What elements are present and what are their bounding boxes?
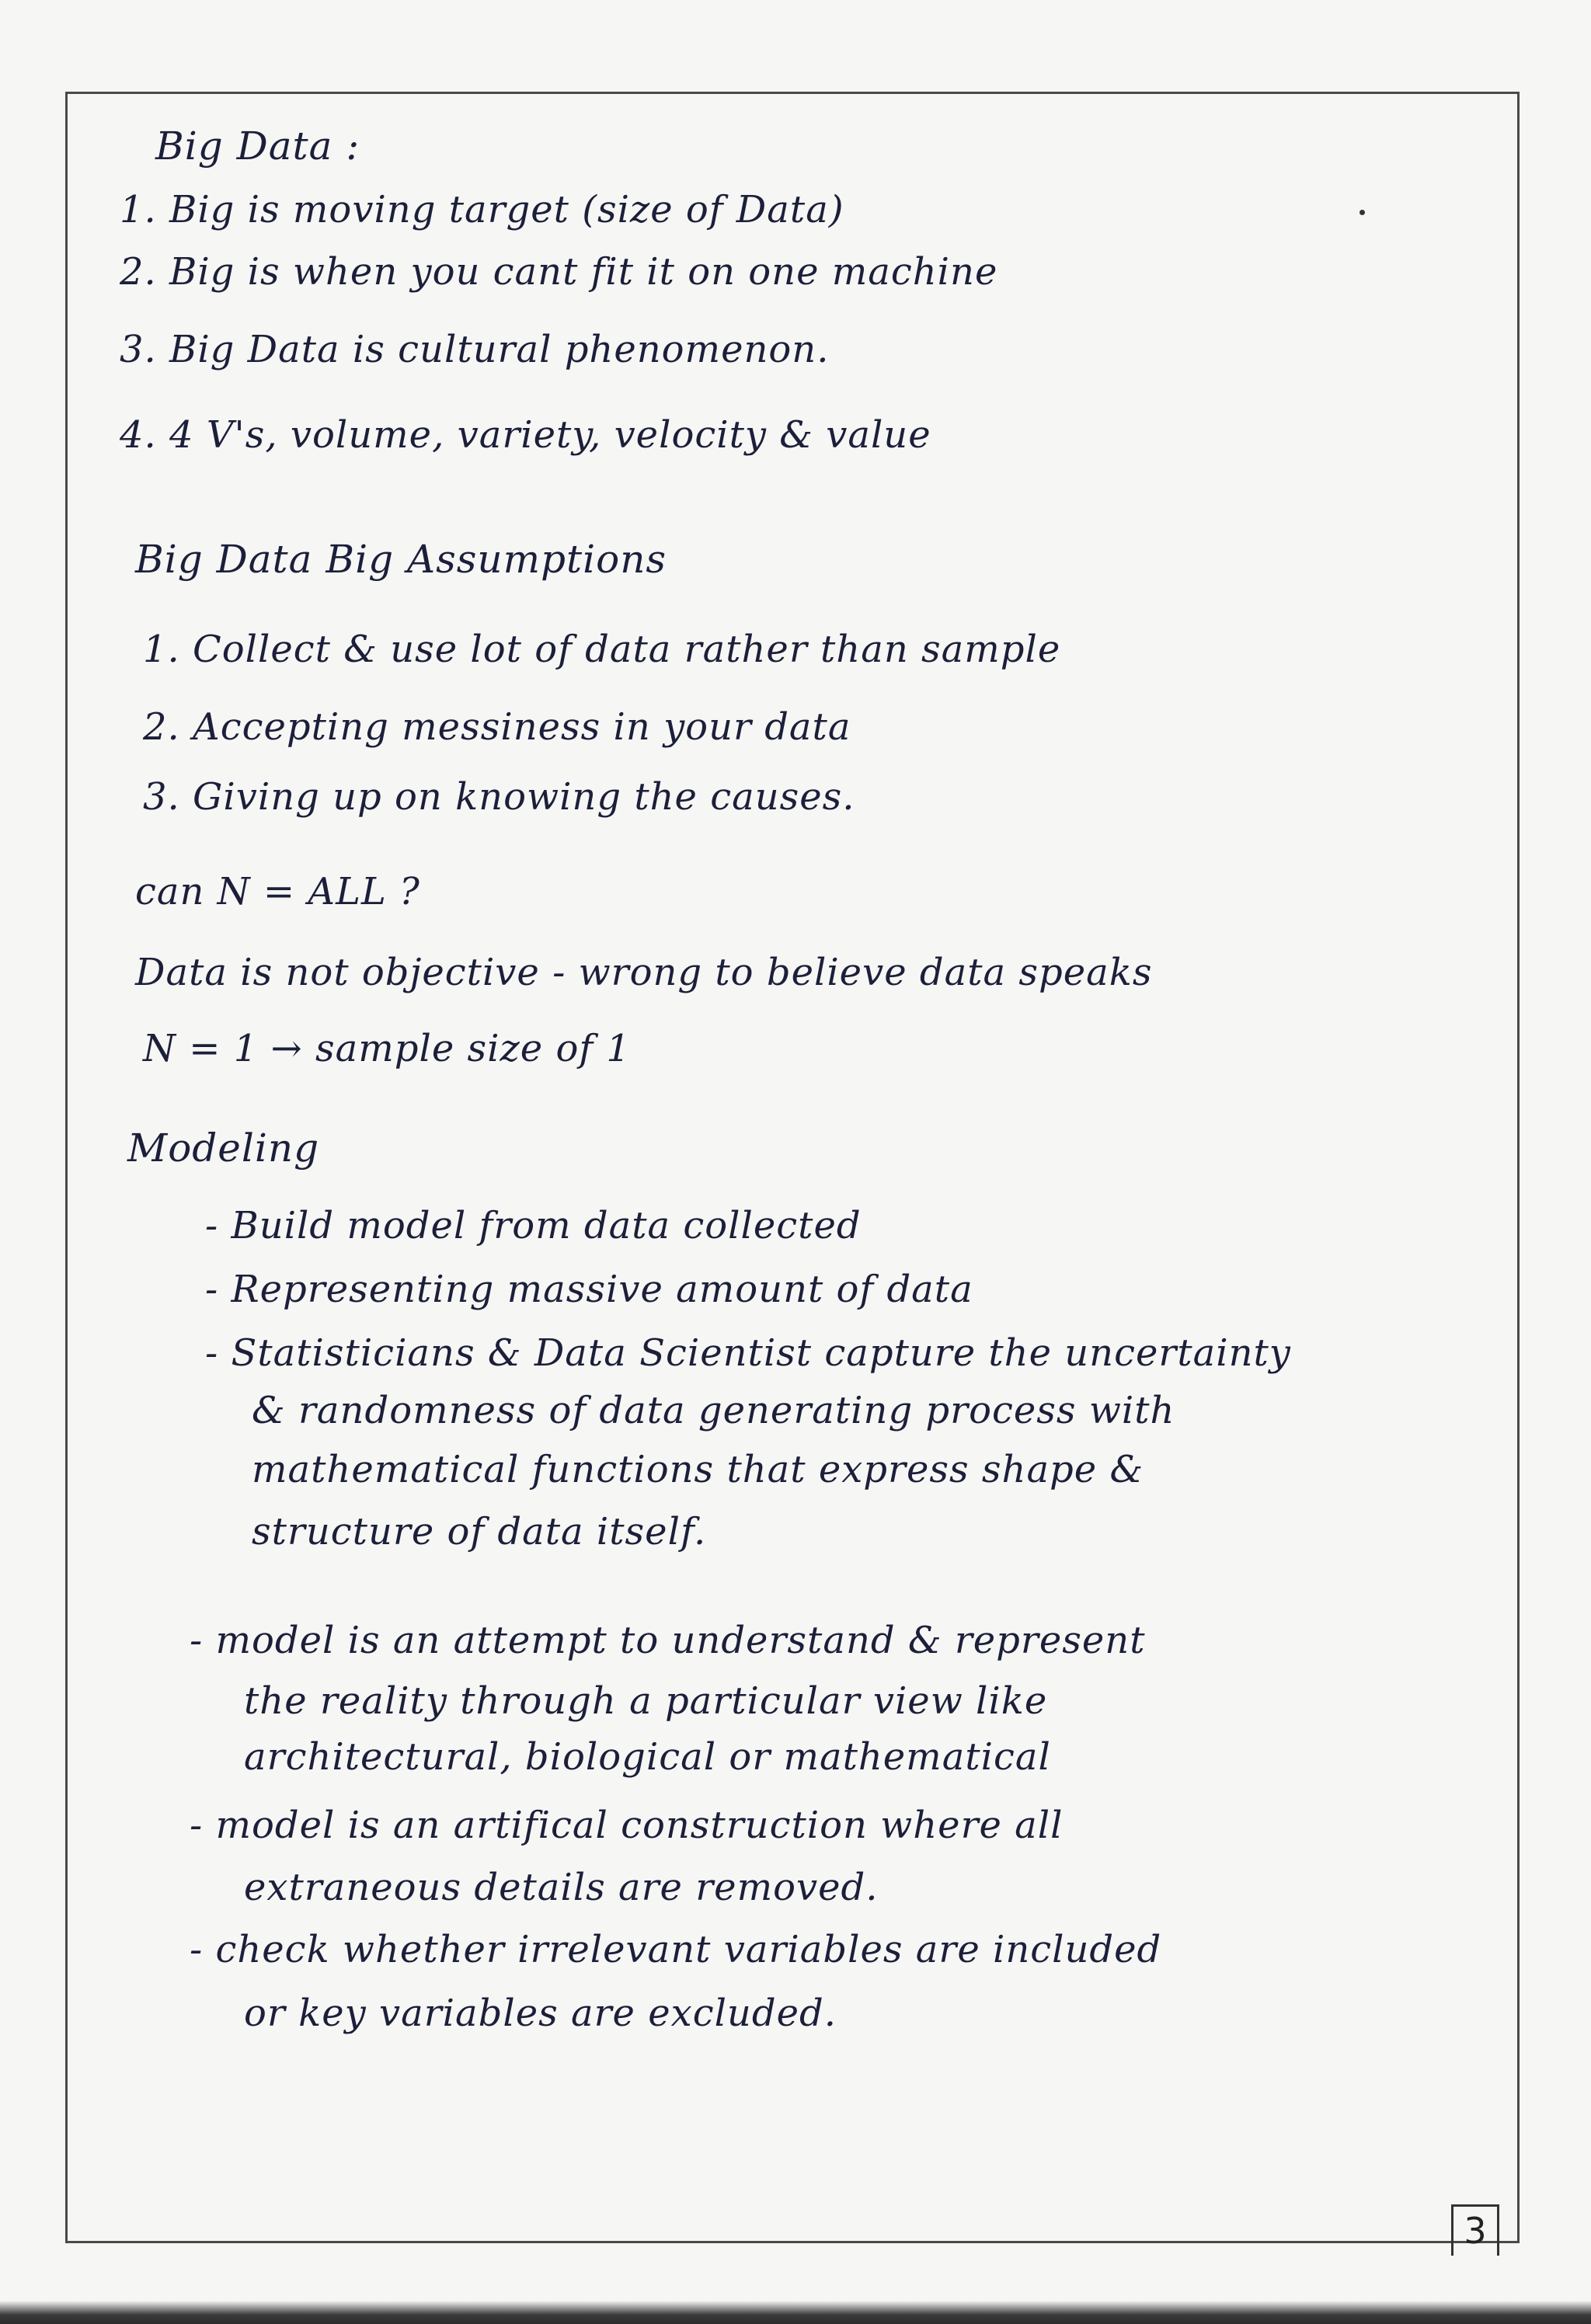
list-item: architectural, biological or mathematical <box>244 1735 1051 1779</box>
list-item: structure of data itself. <box>252 1510 707 1553</box>
section-heading-assumptions: Big Data Big Assumptions <box>135 537 667 582</box>
page-number: 3 <box>1451 2204 1499 2256</box>
list-item: mathematical functions that express shape & <box>252 1448 1144 1491</box>
list-item: & randomness of data generating process with <box>252 1389 1175 1432</box>
list-item: - Build model from data collected <box>205 1204 862 1247</box>
list-item: 3. Big Data is cultural phenomenon. <box>120 328 830 371</box>
list-item: 1. Big is moving target (size of Data) <box>120 188 844 231</box>
list-item: or key variables are excluded. <box>244 1992 837 2035</box>
list-item: 2. Accepting messiness in your data <box>143 705 851 749</box>
text-line: Data is not objective - wrong to believe data speaks <box>135 951 1153 994</box>
list-item: - check whether irrelevant variables are included <box>190 1928 1162 1971</box>
list-item: 2. Big is when you cant fit it on one machine <box>120 250 998 294</box>
list-item: 4. 4 V's, volume, variety, velocity & value <box>120 413 931 457</box>
section-heading-big-data: Big Data : <box>155 124 360 169</box>
list-item: - model is an attempt to understand & represent <box>190 1619 1146 1662</box>
list-item: - Statisticians & Data Scientist capture the uncertainty <box>205 1331 1291 1375</box>
list-item: the reality through a particular view like <box>244 1679 1048 1723</box>
list-item: 3. Giving up on knowing the causes. <box>143 775 855 819</box>
section-heading-modeling: Modeling <box>127 1125 320 1171</box>
list-item: - Representing massive amount of data <box>205 1268 973 1311</box>
list-item: - model is an artifical construction where all <box>190 1804 1064 1847</box>
text-line: can N = ALL ? <box>135 870 420 913</box>
page-edge-shadow <box>0 2301 1591 2324</box>
list-item: 1. Collect & use lot of data rather than sample <box>143 628 1061 671</box>
text-line: N = 1 → sample size of 1 <box>143 1027 631 1070</box>
ink-dot <box>1359 210 1365 215</box>
list-item: extraneous details are removed. <box>244 1866 879 1909</box>
